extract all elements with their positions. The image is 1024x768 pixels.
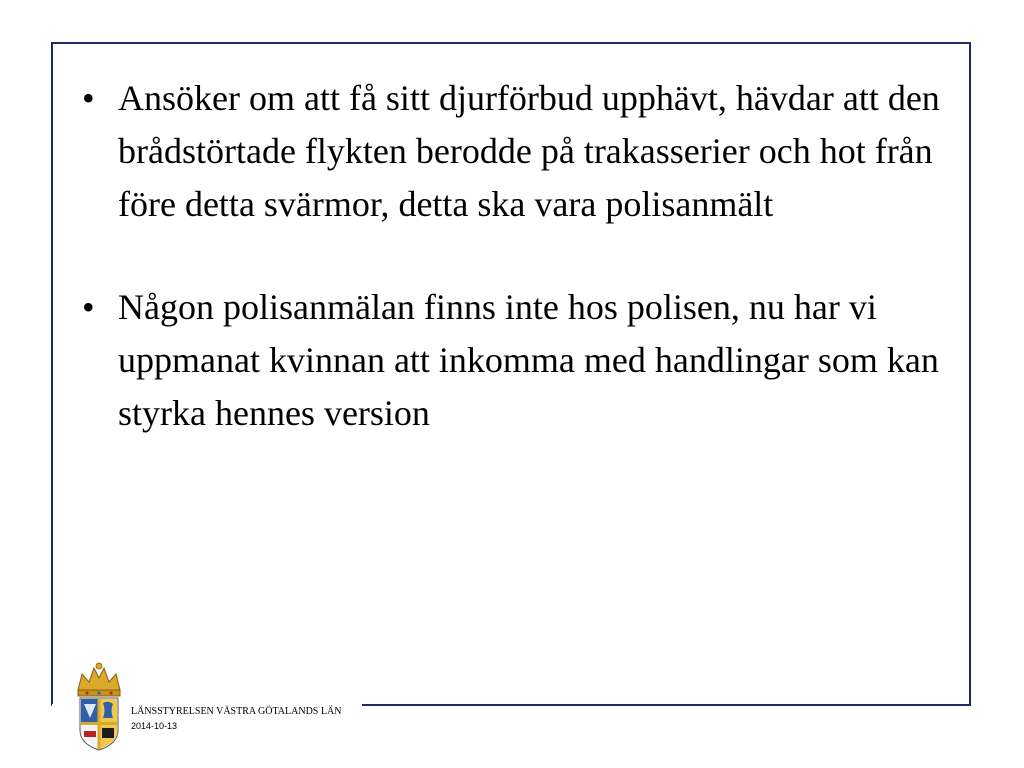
bullet-list [82,72,942,440]
bullet-item [82,72,942,231]
coat-of-arms-icon [72,660,126,752]
footer-date: 2014-10-13 [131,721,178,731]
bullet-icon: • [82,287,95,327]
bullet-icon: • [82,78,95,118]
bullet-item [82,281,942,440]
footer-organization: LÄNSSTYRELSEN VÄSTRA GÖTALANDS LÄN [131,706,342,717]
bullet-text: Någon polisanmälan finns inte hos polisen, nu har vi uppmanat kvinnan att inkomma med handlingar som kan styrka hennes version [118,287,939,433]
bullet-text: Ansöker om att få sitt djurförbud upphävt, hävdar att den brådstörtade flykten berodde på trakasserier och hot från före detta svärmor, detta ska vara polisanmält [118,78,940,224]
